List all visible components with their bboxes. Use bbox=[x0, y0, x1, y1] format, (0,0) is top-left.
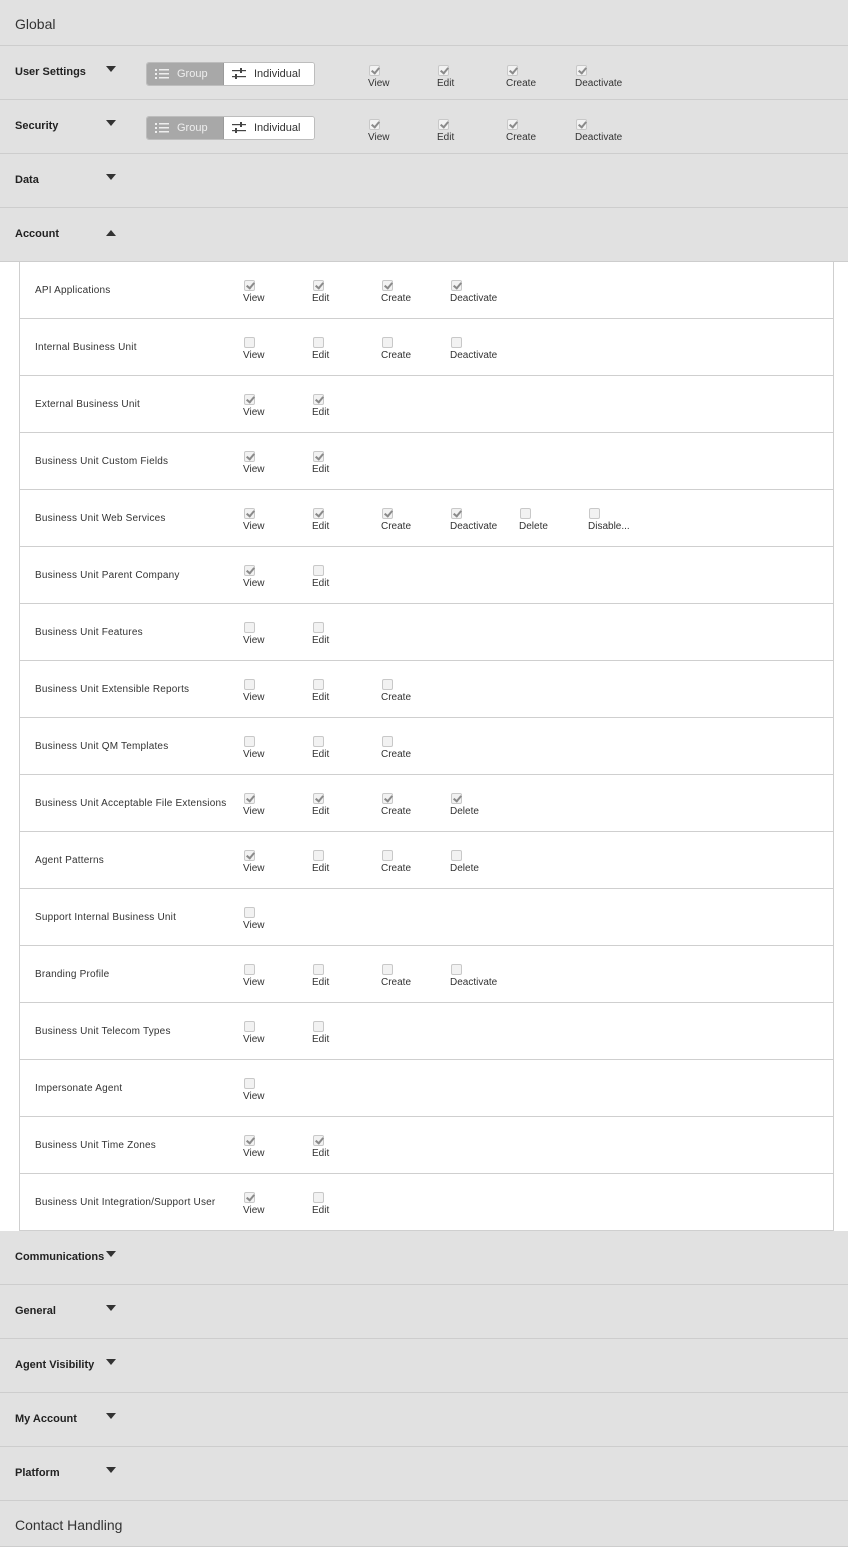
permission-label: Edit bbox=[312, 350, 330, 361]
section-title: User Settings bbox=[15, 66, 86, 78]
edit-checkbox[interactable] bbox=[313, 451, 324, 462]
view-checkbox[interactable] bbox=[369, 65, 380, 76]
permission-view bbox=[243, 451, 265, 475]
permission-view bbox=[243, 394, 265, 418]
permission-edit bbox=[312, 337, 329, 361]
create-checkbox[interactable] bbox=[382, 679, 393, 690]
section-platform bbox=[0, 1447, 848, 1501]
delete-checkbox[interactable] bbox=[451, 793, 462, 804]
row-label: Branding Profile bbox=[35, 968, 110, 980]
permission-label: View bbox=[243, 806, 265, 817]
view-checkbox[interactable] bbox=[244, 451, 255, 462]
permission-label: View bbox=[243, 863, 265, 874]
section-agent-visibility bbox=[0, 1339, 848, 1393]
permission-label: View bbox=[243, 521, 265, 532]
create-checkbox[interactable] bbox=[382, 850, 393, 861]
permission-deactivate bbox=[575, 65, 622, 89]
section-communications bbox=[0, 1231, 848, 1285]
permission-edit bbox=[312, 508, 329, 532]
view-checkbox[interactable] bbox=[244, 1078, 255, 1089]
permission-label: View bbox=[368, 132, 390, 143]
view-checkbox[interactable] bbox=[369, 119, 380, 130]
create-checkbox[interactable] bbox=[382, 964, 393, 975]
row-label: Business Unit Custom Fields bbox=[35, 455, 169, 467]
view-checkbox[interactable] bbox=[244, 508, 255, 519]
caret-down-icon[interactable] bbox=[106, 1413, 116, 1419]
permission-edit bbox=[312, 280, 329, 304]
edit-checkbox[interactable] bbox=[313, 850, 324, 861]
permission-deactivate bbox=[450, 508, 497, 532]
permission-label: Edit bbox=[312, 1148, 330, 1159]
permission-view bbox=[243, 850, 265, 874]
permission-view bbox=[243, 622, 265, 646]
permission-edit bbox=[437, 119, 454, 143]
contact-handling-header bbox=[0, 1501, 848, 1547]
permission-label: View bbox=[243, 920, 265, 931]
permission-label: Edit bbox=[312, 578, 330, 589]
list-icon bbox=[155, 122, 169, 134]
permission-create bbox=[381, 850, 411, 874]
permission-label: Deactivate bbox=[450, 350, 498, 361]
row-label: Internal Business Unit bbox=[35, 341, 137, 353]
permission-edit bbox=[312, 1021, 329, 1045]
row-label: Business Unit QM Templates bbox=[35, 740, 169, 752]
permission-edit bbox=[437, 65, 454, 89]
permission-edit bbox=[312, 1192, 329, 1216]
individual-toggle-button[interactable] bbox=[224, 63, 314, 85]
create-checkbox[interactable] bbox=[382, 508, 393, 519]
permission-label: Edit bbox=[312, 293, 330, 304]
group-toggle-label: Group bbox=[177, 122, 208, 134]
permission-label: Deactivate bbox=[575, 132, 623, 143]
permission-view bbox=[243, 280, 265, 304]
create-checkbox[interactable] bbox=[382, 793, 393, 804]
create-checkbox[interactable] bbox=[382, 736, 393, 747]
permission-label: View bbox=[243, 1205, 265, 1216]
view-checkbox[interactable] bbox=[244, 337, 255, 348]
permission-row-business-unit-web-services bbox=[20, 490, 833, 547]
permission-row-business-unit-acceptable-file-extensions bbox=[20, 775, 833, 832]
permission-row-support-internal-business-unit bbox=[20, 889, 833, 946]
permission-label: View bbox=[243, 1034, 265, 1045]
permission-row-branding-profile bbox=[20, 946, 833, 1003]
list-icon bbox=[155, 68, 169, 80]
edit-checkbox[interactable] bbox=[313, 280, 324, 291]
caret-down-icon[interactable] bbox=[106, 1359, 116, 1365]
permission-label: Edit bbox=[437, 132, 455, 143]
permission-label: Edit bbox=[312, 977, 330, 988]
permission-label: Create bbox=[381, 350, 412, 361]
deactivate-checkbox[interactable] bbox=[576, 119, 587, 130]
deactivate-checkbox[interactable] bbox=[451, 280, 462, 291]
row-label: Agent Patterns bbox=[35, 854, 104, 866]
deactivate-checkbox[interactable] bbox=[451, 964, 462, 975]
edit-checkbox[interactable] bbox=[313, 1192, 324, 1203]
user-settings-view-toggle bbox=[146, 62, 315, 86]
permission-view bbox=[243, 337, 265, 361]
permission-edit bbox=[312, 622, 329, 646]
permission-label: Edit bbox=[312, 407, 330, 418]
permission-label: Deactivate bbox=[450, 293, 498, 304]
permission-create bbox=[381, 793, 411, 817]
permission-create bbox=[381, 964, 411, 988]
section-title: Agent Visibility bbox=[15, 1359, 95, 1371]
permission-label: Create bbox=[506, 132, 537, 143]
permission-delete bbox=[450, 793, 479, 817]
edit-checkbox[interactable] bbox=[313, 964, 324, 975]
permission-label: Create bbox=[381, 977, 412, 988]
caret-down-icon[interactable] bbox=[106, 1467, 116, 1473]
view-checkbox[interactable] bbox=[244, 793, 255, 804]
view-checkbox[interactable] bbox=[244, 736, 255, 747]
edit-checkbox[interactable] bbox=[313, 793, 324, 804]
permission-delete bbox=[450, 850, 479, 874]
permission-label: View bbox=[243, 293, 265, 304]
permission-edit bbox=[312, 793, 329, 817]
row-label: Business Unit Web Services bbox=[35, 512, 166, 524]
row-label: Business Unit Acceptable File Extensions bbox=[35, 797, 227, 809]
permission-label: Edit bbox=[312, 635, 330, 646]
row-label: API Applications bbox=[35, 284, 111, 296]
permission-label: Create bbox=[381, 521, 412, 532]
permission-deactivate bbox=[450, 337, 497, 361]
edit-checkbox[interactable] bbox=[313, 394, 324, 405]
permission-label: Edit bbox=[312, 749, 330, 760]
lower-sections bbox=[0, 1231, 848, 1501]
permission-view bbox=[368, 65, 390, 89]
permission-view bbox=[243, 1021, 265, 1045]
permission-edit bbox=[312, 565, 329, 589]
global-title: Global bbox=[15, 16, 56, 32]
permission-row-business-unit-integration-support-user bbox=[20, 1174, 833, 1231]
view-checkbox[interactable] bbox=[244, 1021, 255, 1032]
view-checkbox[interactable] bbox=[244, 964, 255, 975]
row-label: Impersonate Agent bbox=[35, 1082, 123, 1094]
permission-edit bbox=[312, 394, 329, 418]
section-title: General bbox=[15, 1305, 56, 1317]
permission-label: Create bbox=[381, 806, 412, 817]
sliders-icon bbox=[232, 122, 246, 134]
section-my-account bbox=[0, 1393, 848, 1447]
permission-create bbox=[381, 508, 411, 532]
permission-label: Deactivate bbox=[450, 977, 498, 988]
caret-down-icon[interactable] bbox=[106, 1251, 116, 1257]
create-checkbox[interactable] bbox=[382, 280, 393, 291]
global-header bbox=[0, 0, 848, 46]
section-title: Data bbox=[15, 174, 39, 186]
permission-edit bbox=[312, 736, 329, 760]
group-toggle-button[interactable] bbox=[147, 117, 224, 139]
permission-row-business-unit-features bbox=[20, 604, 833, 661]
section-data bbox=[0, 154, 848, 208]
create-checkbox[interactable] bbox=[507, 119, 518, 130]
permission-view bbox=[243, 964, 265, 988]
permission-label: Disable... bbox=[588, 521, 630, 532]
permission-label: View bbox=[243, 578, 265, 589]
permission-label: Edit bbox=[312, 806, 330, 817]
permission-label: Create bbox=[381, 749, 412, 760]
section-title: Platform bbox=[15, 1467, 60, 1479]
permission-label: Edit bbox=[312, 464, 330, 475]
edit-checkbox[interactable] bbox=[313, 337, 324, 348]
permission-create bbox=[381, 337, 411, 361]
permission-row-internal-business-unit bbox=[20, 319, 833, 376]
caret-down-icon[interactable] bbox=[106, 174, 116, 180]
section-title: Account bbox=[15, 228, 59, 240]
section-security bbox=[0, 100, 848, 154]
permission-label: Create bbox=[381, 692, 412, 703]
section-account bbox=[0, 208, 848, 262]
caret-down-icon[interactable] bbox=[106, 1305, 116, 1311]
sliders-icon bbox=[232, 68, 246, 80]
permission-create bbox=[381, 736, 411, 760]
permission-edit bbox=[312, 451, 329, 475]
row-label: Business Unit Features bbox=[35, 626, 143, 638]
deactivate-checkbox[interactable] bbox=[576, 65, 587, 76]
permission-view bbox=[368, 119, 390, 143]
deactivate-checkbox[interactable] bbox=[451, 508, 462, 519]
permission-row-business-unit-extensible-reports bbox=[20, 661, 833, 718]
individual-toggle-button[interactable] bbox=[224, 117, 314, 139]
permission-row-api-applications bbox=[20, 262, 833, 319]
global-sections bbox=[0, 46, 848, 262]
permission-label: Edit bbox=[312, 521, 330, 532]
permission-label: Deactivate bbox=[450, 521, 498, 532]
permission-deactivate bbox=[575, 119, 622, 143]
caret-up-icon[interactable] bbox=[106, 230, 116, 236]
view-checkbox[interactable] bbox=[244, 280, 255, 291]
view-checkbox[interactable] bbox=[244, 679, 255, 690]
permission-edit bbox=[312, 1135, 329, 1159]
permission-view bbox=[243, 1078, 265, 1102]
permission-row-business-unit-telecom-types bbox=[20, 1003, 833, 1060]
permission-label: View bbox=[243, 407, 265, 418]
section-user-settings bbox=[0, 46, 848, 100]
edit-checkbox[interactable] bbox=[313, 565, 324, 576]
permission-label: Edit bbox=[312, 1205, 330, 1216]
permission-disable bbox=[588, 508, 630, 532]
permission-label: Create bbox=[506, 78, 537, 89]
permission-label: Edit bbox=[312, 863, 330, 874]
permission-create bbox=[506, 119, 536, 143]
permission-label: Deactivate bbox=[575, 78, 623, 89]
permission-row-impersonate-agent bbox=[20, 1060, 833, 1117]
permission-row-business-unit-parent-company bbox=[20, 547, 833, 604]
permission-row-agent-patterns bbox=[20, 832, 833, 889]
permission-label: View bbox=[243, 1091, 265, 1102]
permission-view bbox=[243, 508, 265, 532]
permission-row-external-business-unit bbox=[20, 376, 833, 433]
edit-checkbox[interactable] bbox=[438, 65, 449, 76]
permission-view bbox=[243, 565, 265, 589]
security-view-toggle bbox=[146, 116, 315, 140]
row-label: External Business Unit bbox=[35, 398, 141, 410]
permission-view bbox=[243, 1192, 265, 1216]
edit-checkbox[interactable] bbox=[313, 508, 324, 519]
view-checkbox[interactable] bbox=[244, 565, 255, 576]
permission-label: Delete bbox=[519, 521, 548, 532]
row-label: Business Unit Telecom Types bbox=[35, 1025, 171, 1037]
permission-row-business-unit-qm-templates bbox=[20, 718, 833, 775]
permission-deactivate bbox=[450, 280, 497, 304]
permission-label: View bbox=[243, 977, 265, 988]
section-title: My Account bbox=[15, 1413, 77, 1425]
view-checkbox[interactable] bbox=[244, 622, 255, 633]
caret-down-icon[interactable] bbox=[106, 120, 116, 126]
permission-view bbox=[243, 1135, 265, 1159]
account-permissions bbox=[19, 262, 834, 1231]
permission-label: View bbox=[243, 749, 265, 760]
permission-label: Edit bbox=[312, 692, 330, 703]
row-label: Business Unit Time Zones bbox=[35, 1139, 156, 1151]
edit-checkbox[interactable] bbox=[438, 119, 449, 130]
permission-label: View bbox=[243, 692, 265, 703]
permission-label: Create bbox=[381, 863, 412, 874]
permission-row-business-unit-custom-fields bbox=[20, 433, 833, 490]
contact-handling-title: Contact Handling bbox=[15, 1517, 123, 1533]
permission-label: Delete bbox=[450, 863, 479, 874]
view-checkbox[interactable] bbox=[244, 394, 255, 405]
delete-checkbox[interactable] bbox=[520, 508, 531, 519]
delete-checkbox[interactable] bbox=[451, 850, 462, 861]
permission-edit bbox=[312, 964, 329, 988]
individual-toggle-label: Individual bbox=[254, 68, 301, 80]
section-title: Security bbox=[15, 120, 59, 132]
caret-down-icon[interactable] bbox=[106, 66, 116, 72]
permission-label: Edit bbox=[437, 78, 455, 89]
edit-checkbox[interactable] bbox=[313, 622, 324, 633]
view-checkbox[interactable] bbox=[244, 850, 255, 861]
edit-checkbox[interactable] bbox=[313, 736, 324, 747]
permission-label: View bbox=[243, 635, 265, 646]
view-checkbox[interactable] bbox=[244, 907, 255, 918]
section-general bbox=[0, 1285, 848, 1339]
permission-edit bbox=[312, 679, 329, 703]
permission-label: View bbox=[243, 464, 265, 475]
create-checkbox[interactable] bbox=[507, 65, 518, 76]
row-label: Business Unit Parent Company bbox=[35, 569, 180, 581]
group-toggle-label: Group bbox=[177, 68, 208, 80]
permission-view bbox=[243, 736, 265, 760]
permission-label: View bbox=[368, 78, 390, 89]
disable-checkbox[interactable] bbox=[589, 508, 600, 519]
permission-create bbox=[381, 679, 411, 703]
view-checkbox[interactable] bbox=[244, 1192, 255, 1203]
group-toggle-button[interactable] bbox=[147, 63, 224, 85]
edit-checkbox[interactable] bbox=[313, 1021, 324, 1032]
permission-label: Edit bbox=[312, 1034, 330, 1045]
permission-edit bbox=[312, 850, 329, 874]
permission-view bbox=[243, 907, 265, 931]
edit-checkbox[interactable] bbox=[313, 679, 324, 690]
permission-label: Delete bbox=[450, 806, 479, 817]
edit-checkbox[interactable] bbox=[313, 1135, 324, 1146]
permission-label: View bbox=[243, 350, 265, 361]
permission-view bbox=[243, 679, 265, 703]
permission-create bbox=[381, 280, 411, 304]
deactivate-checkbox[interactable] bbox=[451, 337, 462, 348]
view-checkbox[interactable] bbox=[244, 1135, 255, 1146]
row-label: Support Internal Business Unit bbox=[35, 911, 177, 923]
permission-label: View bbox=[243, 1148, 265, 1159]
permission-view bbox=[243, 793, 265, 817]
permission-deactivate bbox=[450, 964, 497, 988]
permission-create bbox=[506, 65, 536, 89]
row-label: Business Unit Integration/Support User bbox=[35, 1196, 216, 1208]
row-label: Business Unit Extensible Reports bbox=[35, 683, 190, 695]
permission-row-business-unit-time-zones bbox=[20, 1117, 833, 1174]
permission-label: Create bbox=[381, 293, 412, 304]
create-checkbox[interactable] bbox=[382, 337, 393, 348]
individual-toggle-label: Individual bbox=[254, 122, 301, 134]
section-title: Communications bbox=[15, 1251, 105, 1263]
permission-delete bbox=[519, 508, 548, 532]
